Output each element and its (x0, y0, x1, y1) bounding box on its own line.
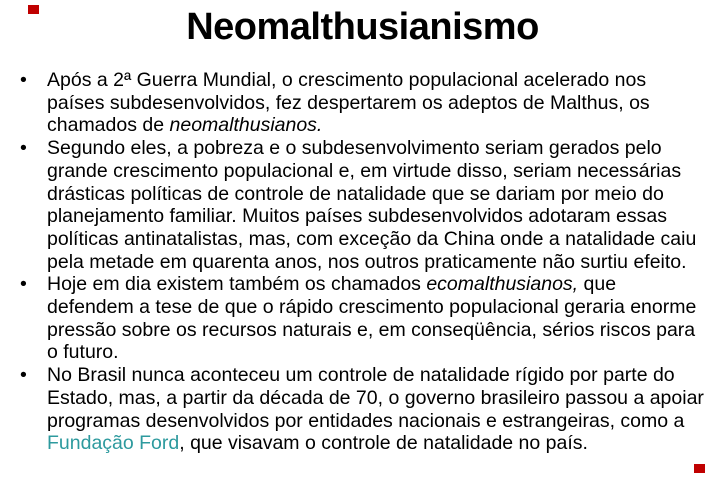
text-line (47, 137, 720, 160)
fundacao-ford-link[interactable]: Fundação Ford (47, 432, 180, 455)
italic-term: neomalthusianos. (169, 114, 323, 137)
text-line (47, 273, 720, 296)
bullet-list (20, 69, 720, 455)
bullet-text (47, 137, 720, 273)
bullet-marker: • (20, 69, 27, 91)
text-line (47, 205, 720, 228)
text-segment: defendem a tese de que o rápido crescimento populacional geraria enorme (47, 296, 697, 319)
text-segment: No Brasil nunca aconteceu um controle de natalidade rígido por parte do (47, 364, 675, 387)
text-line (47, 387, 720, 410)
text-line (47, 114, 720, 137)
text-line (47, 69, 720, 92)
bullet-item (20, 69, 720, 137)
text-segment: o futuro. (47, 341, 119, 364)
bullet-item (20, 273, 720, 364)
text-line (47, 319, 720, 342)
text-segment: drásticas políticas de controle de natalidade que se dariam por meio do (47, 182, 664, 205)
text-segment: Segundo eles, a pobreza e o subdesenvolvimento seriam gerados pelo (47, 137, 662, 160)
text-segment: países subdesenvolvidos, fez despertarem os adeptos de Malthus, os (47, 91, 650, 114)
text-line (47, 410, 720, 433)
italic-term: ecomalthusianos, (426, 273, 579, 296)
bullet-marker: • (20, 273, 27, 296)
text-segment: planejamento familiar. Muitos países subdesenvolvidos adotaram essas (47, 205, 668, 228)
bullet-item (20, 137, 720, 273)
text-segment: grande crescimento populacional e, em virtude disso, seriam necessárias (47, 159, 682, 182)
bullet-marker: • (20, 364, 27, 387)
red-corner-marker-bottom-right (694, 464, 705, 473)
text-segment: pressão sobre os recursos naturais e, em conseqüência, sérios riscos para (47, 318, 696, 341)
text-line (47, 341, 720, 364)
bullet-item (20, 364, 720, 455)
text-segment: , que visavam o controle de natalidade no país. (179, 432, 588, 455)
bullet-text (47, 273, 720, 364)
bullet-text (47, 364, 720, 455)
text-line (47, 228, 720, 251)
text-segment: Estado, mas, a partir da década de 70, o governo brasileiro passou a apoiar (47, 386, 704, 409)
slide-title: Neomalthusianismo (186, 6, 539, 48)
bullet-text (47, 69, 720, 137)
slide-body (20, 69, 720, 455)
text-line (47, 251, 720, 274)
text-segment: políticas antinatalistas, mas, com exceção da China onde a natalidade caiu (47, 227, 697, 250)
text-line (47, 296, 720, 319)
bullet-marker: • (20, 137, 27, 160)
text-segment: chamados de (47, 114, 170, 137)
text-line (47, 160, 720, 183)
text-segment: que (578, 273, 617, 296)
text-segment: Após a 2ª Guerra Mundial, o crescimento populacional acelerado nos (47, 69, 647, 91)
text-segment: programas desenvolvidos por entidades nacionais e estrangeiras, como a (47, 409, 685, 432)
text-line (47, 92, 720, 115)
text-line (47, 432, 720, 455)
text-segment: Hoje em dia existem também os chamados (47, 273, 427, 296)
text-line (47, 364, 720, 387)
text-line (47, 183, 720, 206)
text-segment: pela metade em quarenta anos, nos outros praticamente não surtiu efeito. (47, 250, 687, 273)
